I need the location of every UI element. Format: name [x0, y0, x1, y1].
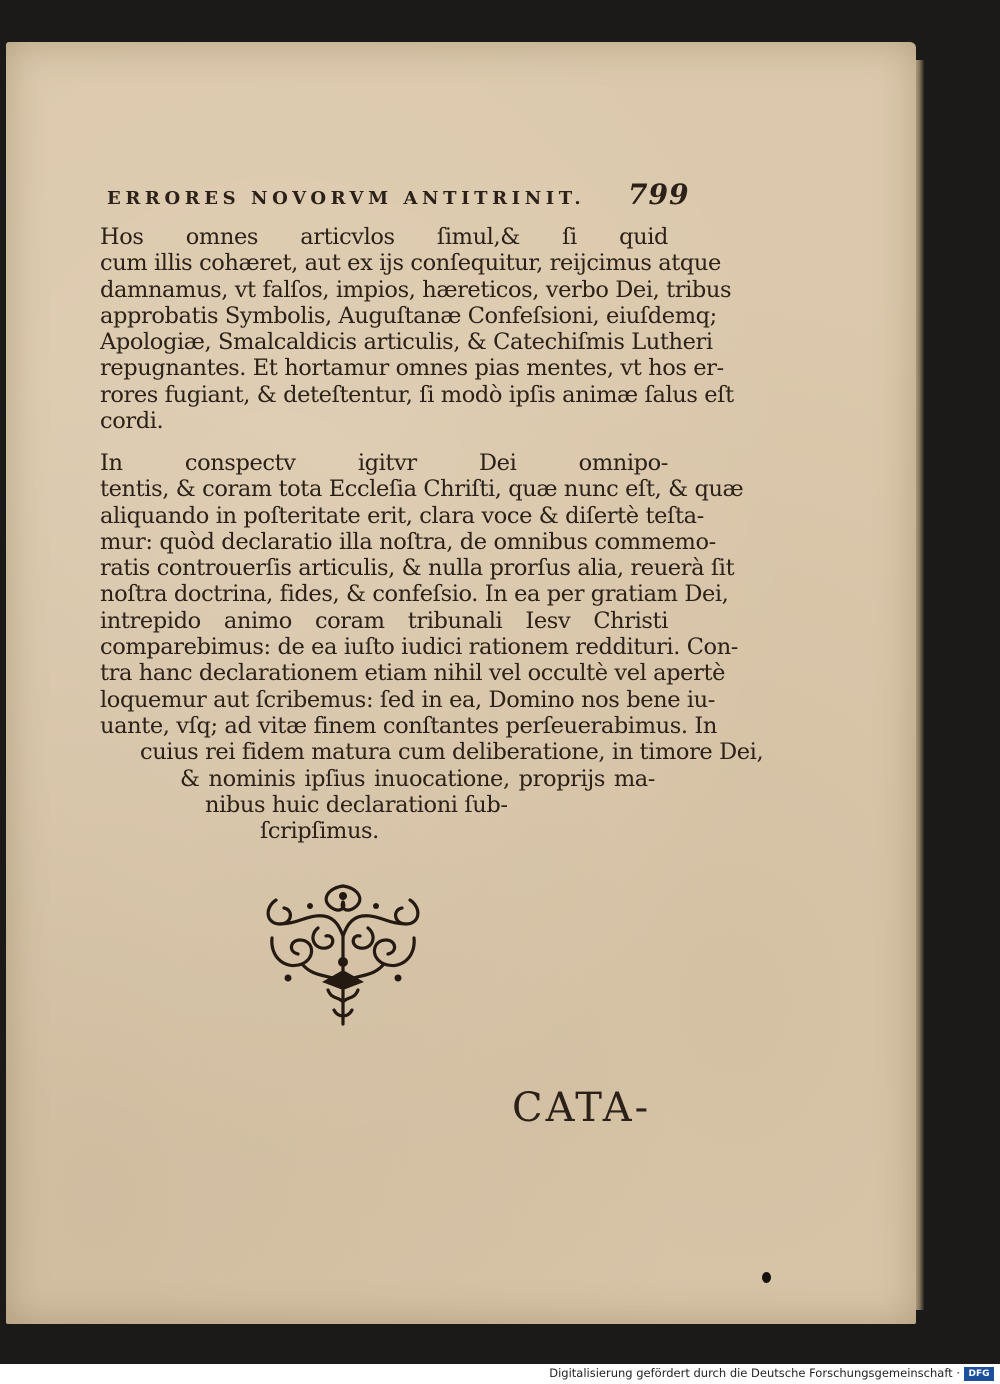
- text-line: mur: quòd declaratio illa noſtra, de omnibus commemo-: [100, 528, 716, 555]
- text-line: noſtra doctrina, fides, & confeſsio. In ea per gratiam Dei,: [100, 581, 729, 608]
- running-head: ERRORES NOVORVM ANTITRINIT.: [107, 188, 586, 209]
- text-line: damnamus, vt falſos, impios, hæreticos, verbo Dei, tribus: [100, 276, 732, 303]
- text-line: cordi.: [100, 408, 164, 435]
- text-line: Apologiæ, Smalcaldicis articulis, & Catechiſmis Lutheri: [100, 329, 713, 356]
- paragraph-1: [100, 224, 734, 435]
- text-line: aliquando in poſteritate erit, clara voce & diſertè teſta-: [100, 502, 704, 529]
- text-line: tra hanc declarationem etiam nihil vel occultè vel apertè: [100, 660, 726, 687]
- text-line: approbatis Symbolis, Auguſtanæ Confeſsioni, eiuſdemq;: [100, 302, 717, 329]
- paragraph-2: [100, 450, 764, 845]
- text-line: Hos omnes articvlos ſimul,& ſi quid: [100, 224, 668, 250]
- printers-ornament-icon: [258, 878, 428, 1026]
- text-line: tentis, & coram tota Eccleſia Chriſti, quæ nunc eſt, & quæ: [100, 476, 744, 503]
- text-line: cuius rei fidem matura cum deliberatione, in timore Dei,: [140, 739, 764, 766]
- dfg-logo: DFG: [964, 1367, 994, 1381]
- text-line: comparebimus: de ea iuſto iudici rationem reddituri. Con-: [100, 634, 738, 661]
- catchword: CATA-: [512, 1085, 652, 1131]
- text-line: ſcripſimus.: [260, 818, 379, 845]
- ink-spot: [762, 1272, 771, 1283]
- text-line: & nominis ipſius inuocatione, proprijs ma-: [180, 765, 655, 792]
- text-line: rores fugiant, & deteſtentur, ſi modò ipſis animæ ſalus eſt: [100, 381, 734, 408]
- text-line: loquemur aut ſcribemus: ſed in ea, Domino nos bene iu-: [100, 686, 715, 713]
- footer-bar: [0, 1364, 1000, 1384]
- text-line: intrepido animo coram tribunali Iesv Christi: [100, 607, 668, 634]
- text-line: nibus huic declarationi ſub-: [205, 791, 508, 818]
- text-line: cum illis cohæret, aut ex ijs conſequitur, reijcimus atque: [100, 250, 721, 277]
- text-line: uante, vſq; ad vitæ finem conſtantes perſeuerabimus. In: [100, 712, 717, 739]
- text-line: In conspectv igitvr Dei omnipo-: [100, 450, 668, 476]
- text-line: repugnantes. Et hortamur omnes pias mentes, vt hos er-: [100, 355, 724, 382]
- text-line: ratis controuerſis articulis, & nulla prorſus alia, reuerà ſit: [100, 555, 735, 582]
- funding-credit: Digitalisierung gefördert durch die Deutsche Forschungsgemeinschaft ·: [549, 1366, 960, 1380]
- page-number: 799: [628, 178, 690, 211]
